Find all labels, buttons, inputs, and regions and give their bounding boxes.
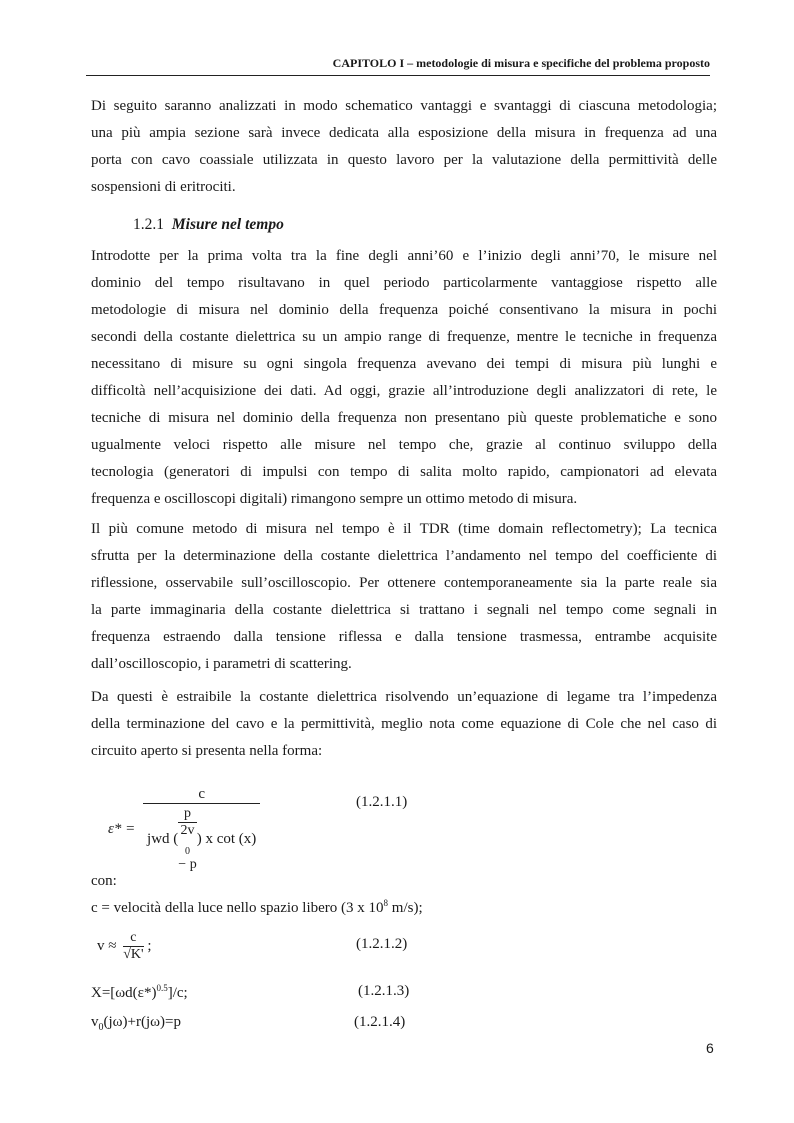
eq3-prefix: X=[ωd(ε*) xyxy=(91,985,157,1001)
paragraph-line: Da questi è estraibile la costante dielettrica risolvendo un’equazione di legame tra l’impedenza xyxy=(91,689,717,705)
section-number: 1.2.1 xyxy=(133,216,164,233)
eq2-den: √K' xyxy=(123,947,144,962)
eq3-label: (1.2.1.3) xyxy=(358,983,410,999)
eq2-label: (1.2.1.2) xyxy=(356,936,408,952)
paragraph-tdr xyxy=(91,516,717,678)
eq1-numerator: c xyxy=(198,786,205,802)
equation-p xyxy=(91,1014,181,1033)
eq2-num: c xyxy=(130,930,137,945)
paragraph-line: la parte immaginaria della costante dielettrica si trattano i segnali nel tempo come segnali in xyxy=(91,602,717,618)
paragraph-line: sfrutta per la determinazione della costante dielettrica l’andamento nel tempo del coefficiente di xyxy=(91,548,717,564)
eq1-inner-num: p xyxy=(184,806,191,821)
paragraph-line: circuito aperto si presenta nella forma: xyxy=(91,743,323,759)
eq4-sub: 0 xyxy=(98,1022,104,1033)
paragraph-cole-equation xyxy=(91,684,717,765)
paragraph-line: secondi della costante dielettrica su un ampio range di frequenze, mentre le tecniche in frequenza xyxy=(91,329,717,345)
speed-def-exponent: 8 xyxy=(383,898,389,908)
paragraph-line: riflessione, osservabile sull’oscilloscopio. Per ottenere contemporaneamente sia la parte reale sia xyxy=(91,575,717,591)
paragraph-line: metodologie di misura nel dominio della frequenza poiché consentivano la misura in pochi xyxy=(91,302,717,318)
eq4-suffix: (jω)+r(jω)=p xyxy=(103,1014,181,1030)
eq1-inner-den-sub: 0 xyxy=(185,845,190,857)
paragraph-line: frequenza e oscilloscopi digitali) rimangono sempre un ottimo metodo di misura. xyxy=(91,491,578,507)
eq2-lhs: v ≈ xyxy=(97,938,117,954)
speed-of-light-definition xyxy=(91,898,423,917)
paragraph-line: dominio del tempo risultavano in quel periodo particolarmente vantaggiose rispetto alle xyxy=(91,275,717,291)
eq1-inner-den xyxy=(178,822,196,873)
intro-line: una più ampia sezione sarà invece dedicata alla esposizione della misura in frequenza ad una xyxy=(91,125,717,141)
speed-def-suffix: m/s); xyxy=(388,900,423,916)
eq1-inner-den-suffix: − p xyxy=(178,856,197,872)
section-heading xyxy=(133,216,284,234)
paragraph-line: tecnologia (generatori di impulsi con tempo di salita molto rapido, campionatori ad elevata xyxy=(91,464,717,480)
con-label: con: xyxy=(91,873,117,889)
paragraph-line: tecniche di misura nel dominio della frequenza non presentano più queste problematiche e sono xyxy=(91,410,717,426)
equation-x xyxy=(91,983,188,1002)
speed-def-prefix: c = velocità della luce nello spazio libero (3 x 10 xyxy=(91,900,384,916)
paragraph-line: ugualmente veloci rispetto alle misure nel tempo che, grazie al continuo sviluppo della xyxy=(91,437,717,453)
eq1-denominator xyxy=(143,803,260,873)
eq2-tail: ; xyxy=(147,938,152,954)
paragraph-line: necessitano di misure su ogni singola frequenza avevano dei tempi di misura più lunghi e xyxy=(91,356,717,372)
intro-line: sospensioni di eritrociti. xyxy=(91,179,236,195)
section-title: Misure nel tempo xyxy=(171,216,284,233)
intro-line: Di seguito saranno analizzati in modo schematico vantaggi e svantaggi di ciascuna metodologia; xyxy=(91,98,717,114)
paragraph-time-domain-history xyxy=(91,243,717,513)
eq1-inner-fraction xyxy=(178,806,196,873)
paragraph-line: della terminazione del cavo e la permittività, meglio nota come equazione di Cole che nel caso di xyxy=(91,716,717,732)
eq3-suffix: ]/c; xyxy=(167,985,188,1001)
paragraph-line: Introdotte per la prima volta tra la fine degli anni’60 e l’inizio degli anni’70, le misure nel xyxy=(91,248,717,264)
eq1-fraction xyxy=(143,786,260,873)
paragraph-line: Il più comune metodo di misura nel tempo è il TDR (time domain reflectometry); La tecnica xyxy=(91,521,717,537)
intro-paragraph xyxy=(91,93,717,201)
paragraph-line: dall’oscilloscopio, i parametri di scattering. xyxy=(91,656,352,672)
equation-cole xyxy=(108,786,260,873)
page-number: 6 xyxy=(706,1040,714,1056)
eq4-label: (1.2.1.4) xyxy=(354,1014,406,1030)
eq1-label: (1.2.1.1) xyxy=(356,794,408,810)
eq1-den-prefix: jwd ( xyxy=(147,830,179,847)
eq3-exponent: 0.5 xyxy=(156,983,168,993)
eq4-prefix: v xyxy=(91,1014,99,1030)
intro-line: porta con cavo coassiale utilizzata in questo lavoro per la valutazione della permittività delle xyxy=(91,152,717,168)
eq1-inner-den-v: 2v xyxy=(180,823,195,838)
paragraph-line: frequenza estraendo dalla tensione riflessa e dalla tensione trasmessa, entrambe acquisite xyxy=(91,629,717,645)
eq1-den-suffix: ) x cot (x) xyxy=(196,830,257,847)
header-rule xyxy=(86,75,710,76)
eq1-lhs: ε* = xyxy=(108,820,136,837)
eq2-fraction xyxy=(123,930,143,963)
equation-velocity xyxy=(97,930,151,963)
paragraph-line: difficoltà nell’acquisizione dei dati. Ad oggi, grazie all’introduzione degli analizzatori di rete, le xyxy=(91,383,717,399)
running-header: CAPITOLO I – metodologie di misura e specifiche del problema proposto xyxy=(332,56,710,70)
